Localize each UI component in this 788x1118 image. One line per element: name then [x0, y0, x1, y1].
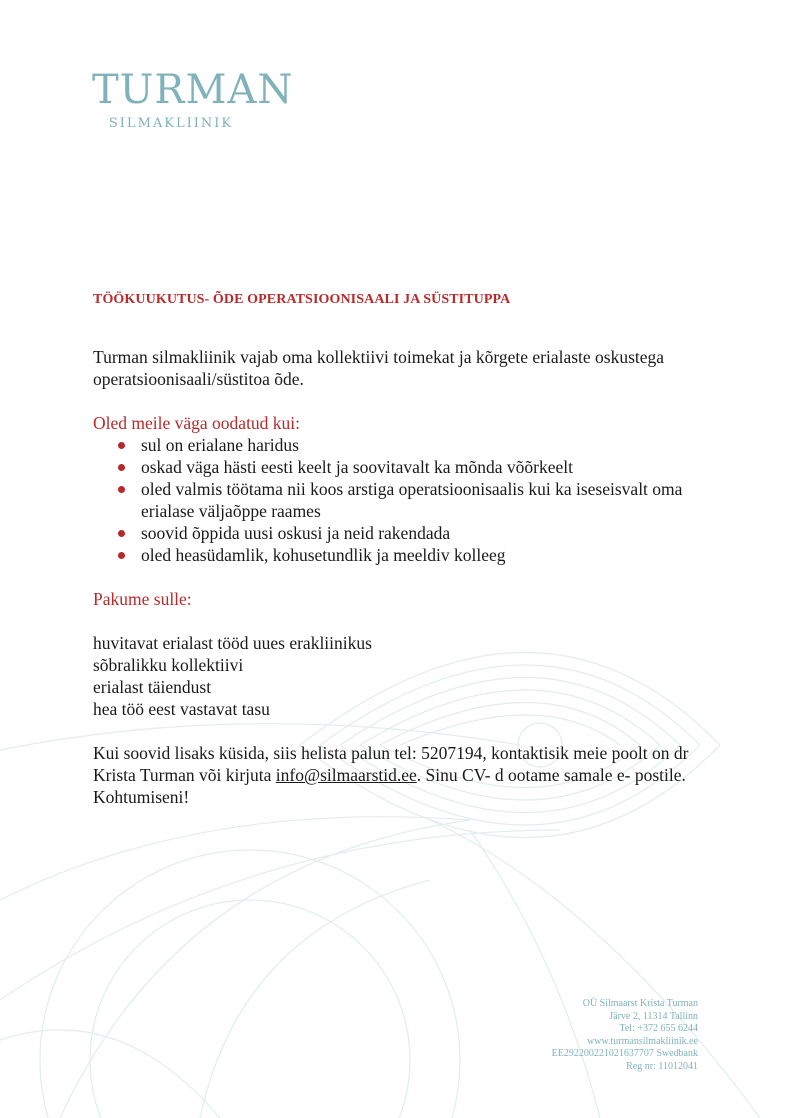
footer-reg: Reg nr: 11012041	[626, 1060, 698, 1072]
job-posting	[93, 290, 693, 808]
clinic-logo	[92, 68, 302, 131]
list-item: oled valmis töötama nii koos arstiga operatsioonisaalis kui ka iseseisvalt oma erialase väljaõppe raames	[141, 478, 693, 522]
list-item: sõbralikku kollektiivi	[93, 655, 244, 675]
offers-heading: Pakume sulle:	[93, 589, 192, 609]
email-link[interactable]: info@silmaarstid.ee	[275, 765, 417, 785]
list-item: soovid õppida uusi oskusi ja neid rakendada	[141, 522, 693, 544]
contact-text-end: . Sinu CV- d ootame samale e- postile.	[416, 765, 686, 785]
footer-address: Järve 2, 11314 Tallinn	[609, 1010, 698, 1022]
footer-company: OÜ Silmaarst Krista Turman	[582, 998, 698, 1009]
footer-phone: Tel: +372 655 6244	[619, 1023, 698, 1035]
list-item: hea töö eest vastavat tasu	[93, 699, 270, 719]
list-item: erialast täiendust	[93, 677, 212, 697]
footer-bank: EE292200221021637707 Swedbank	[551, 1048, 698, 1060]
footer-website: www.turmansilmakliinik.ee	[587, 1035, 698, 1047]
list-item: sul on erialane haridus	[141, 434, 693, 456]
closing-text: Kohtumiseni!	[93, 787, 190, 807]
logo-subtitle: SILMAKLIINIK	[108, 116, 234, 131]
list-item: oskad väga hästi eesti keelt ja soovitavalt ka mõnda võõrkeelt	[141, 456, 693, 478]
company-footer	[552, 998, 698, 1074]
requirements-heading: Oled meile väga oodatud kui:	[93, 413, 301, 433]
contact-paragraph	[93, 742, 693, 808]
requirements-list	[93, 434, 693, 566]
list-item: huvitavat erialast tööd uues erakliinikus	[93, 633, 372, 653]
list-item: oled heasüdamlik, kohusetundlik ja meeldiv kolleeg	[141, 544, 693, 566]
logo-wordmark: TURMAN	[92, 67, 294, 113]
contact-text: Kui soovid lisaks küsida, siis helista palun tel: 5207194, kontaktisik meie poolt on dr Krista Turman või kirjuta	[93, 743, 689, 785]
posting-title: TÖÖKUUKUTUS- ÕDE OPERATSIOONISAALI JA SÜSTITUPPA	[93, 292, 511, 307]
intro-paragraph: Turman silmakliinik vajab oma kollektiivi toimekat ja kõrgete erialaste oskustega operatsioonisaali/süstitoa õde.	[93, 347, 665, 389]
offers-list	[93, 632, 693, 720]
